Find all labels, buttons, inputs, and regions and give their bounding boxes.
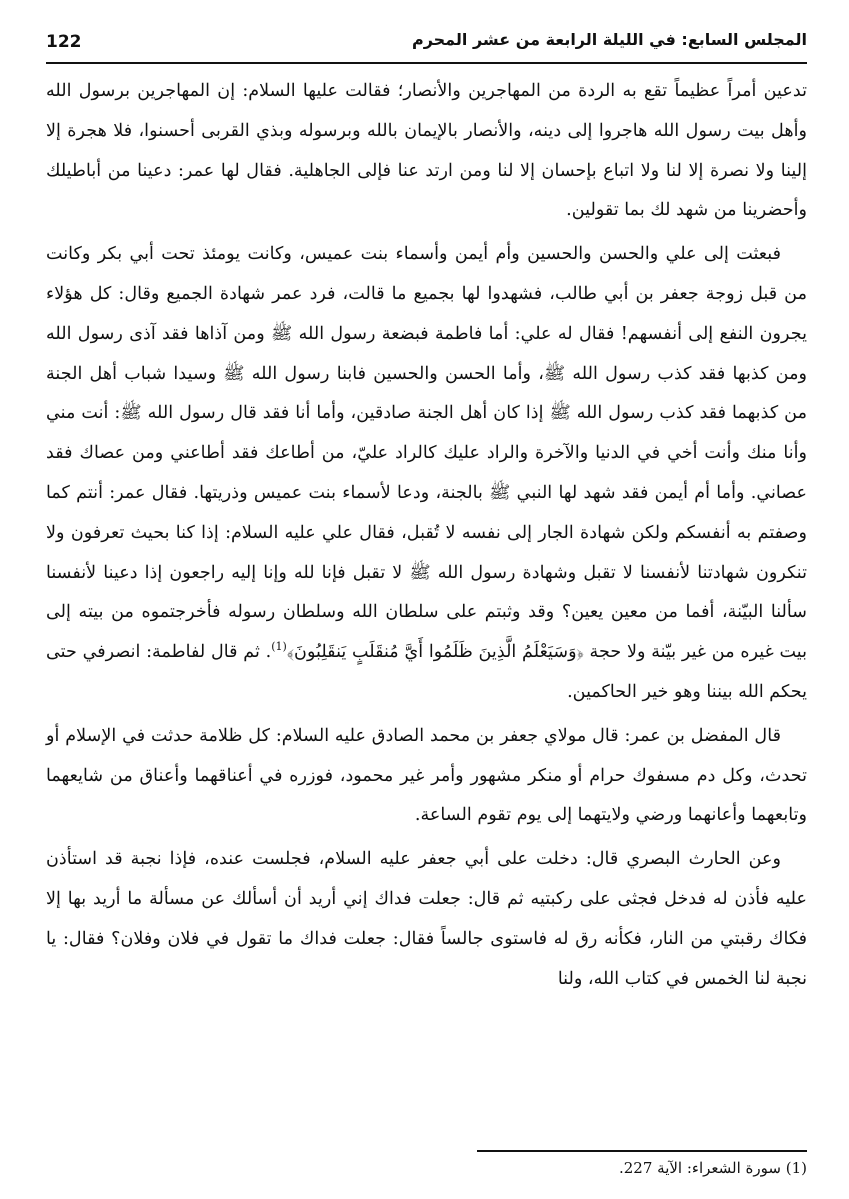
body-text (46, 72, 807, 1003)
paragraph-2-text: فبعثت إلى علي والحسن والحسين وأم أيمن وأسماء بنت عميس، وكانت يومئذ تحت أبي بكر وكانت من قبل زوجة جعفر بن أبي طالب، فشهدوا لها بجميع ما قالت، فرد عمر شهادة الجميع وقال: كل هؤلاء يجرون النفع إلى أنفسهم! فقال له علي: أما فاطمة فبضعة رسول الله ﷺ ومن آذاها فقد آذى رسول الله ومن كذبها فقد كذب رسول الله ﷺ، وأما الحسن والحسين فابنا رسول الله ﷺ وسيدا شباب أهل الجنة من كذبهما فقد كذب رسول الله ﷺ إذا كان أهل الجنة صادقين، وأما أنا فقد قال رسول الله ﷺ: أنت مني وأنا منك وأنت أخي في الدنيا والآخرة والراد عليك كالراد عليّ، من أطاعك فقد أطاعني ومن عصاك فقد عصاني. وأما أم أيمن فقد شهد لها النبي ﷺ بالجنة، ودعا لأسماء بنت عميس وذريتها. فقال عمر: أنتم كما وصفتم به أنفسكم ولكن شهادة الجار إلى نفسه لا تُقبل، فقال علي عليه السلام: إذا كنا بحيث تعرفون ولا تنكرون شهادتنا لأنفسنا لا تقبل وشهادة رسول الله ﷺ لا تقبل فإنا لله وإنا إليه راجعون إذا دعينا لأنفسنا سألنا البيّنة، أفما من معين يعين؟ وقد وثبتم على سلطان الله وسلطان رسوله فأخرجتموه من بيته إلى بيت غيره من غير بيّنة ولا حجة ﴿وَسَيَعْلَمُ الَّذِينَ ظَلَمُوا أَيَّ مُنقَلَبٍ يَنقَلِبُونَ﴾ (46, 244, 807, 663)
paragraph-2 (46, 235, 807, 713)
page-number: 122 (46, 32, 82, 52)
paragraph-2-tail: . ثم قال لفاطمة: انصرفي حتى يحكم الله بيننا وهو خير الحاكمين. (46, 642, 807, 702)
running-title: المجلس السابع: في الليلة الرابعة من عشر المحرم (411, 30, 807, 49)
paragraph-1: تدعين أمراً عظيماً تقع به الردة من المهاجرين والأنصار؛ فقالت عليها السلام: إن المهاجرين برسول الله وأهل بيت رسول الله هاجروا إلى دينه، والأنصار بالإيمان بالله وبرسوله وبذي القربى أحسنوا، فلا هجرة إلا إلينا ولا نصرة إلا لنا ولا اتباع بإحسان إلا لنا ومن ارتد عنا فإلى الجاهلية. فقال لها عمر: دعينا من أباطيلك وأحضرينا من شهد لك بما تقولين. (46, 81, 807, 221)
paragraph-4: وعن الحارث البصري قال: دخلت على أبي جعفر عليه السلام، فجلست عنده، فإذا نجبة قد استأذن عليه فأذن له فدخل فجثى على ركبتيه ثم قال: جعلت فداك إني أريد أن أسألك عن مسألة ما أريد بها إلا فكاك رقبتي من النار، فكأنه رق له فاستوى جالساً فقال: جعلت فداك ما تقول في فلان وفلان؟ فقال: يا نجبة لنا الخمس في كتاب الله، ولنا (46, 849, 807, 989)
paragraph-3: قال المفضل بن عمر: قال مولاي جعفر بن محمد الصادق عليه السلام: كل ظلامة حدثت في الإسلام أو تحدث، وكل دم مسفوك حرام أو منكر مشهور وأمر غير محمود، فوزره في أعناقهما وأعناق من شايعهما وتابعهما وأعانهما ورضي ولايتهما إلى يوم تقوم الساعة. (46, 725, 807, 826)
page-header (46, 28, 807, 64)
footnote-reference: (1) (271, 640, 287, 654)
footnote-divider (477, 1150, 807, 1152)
footnote: (1) سورة الشعراء: الآية 227. (618, 1159, 807, 1177)
